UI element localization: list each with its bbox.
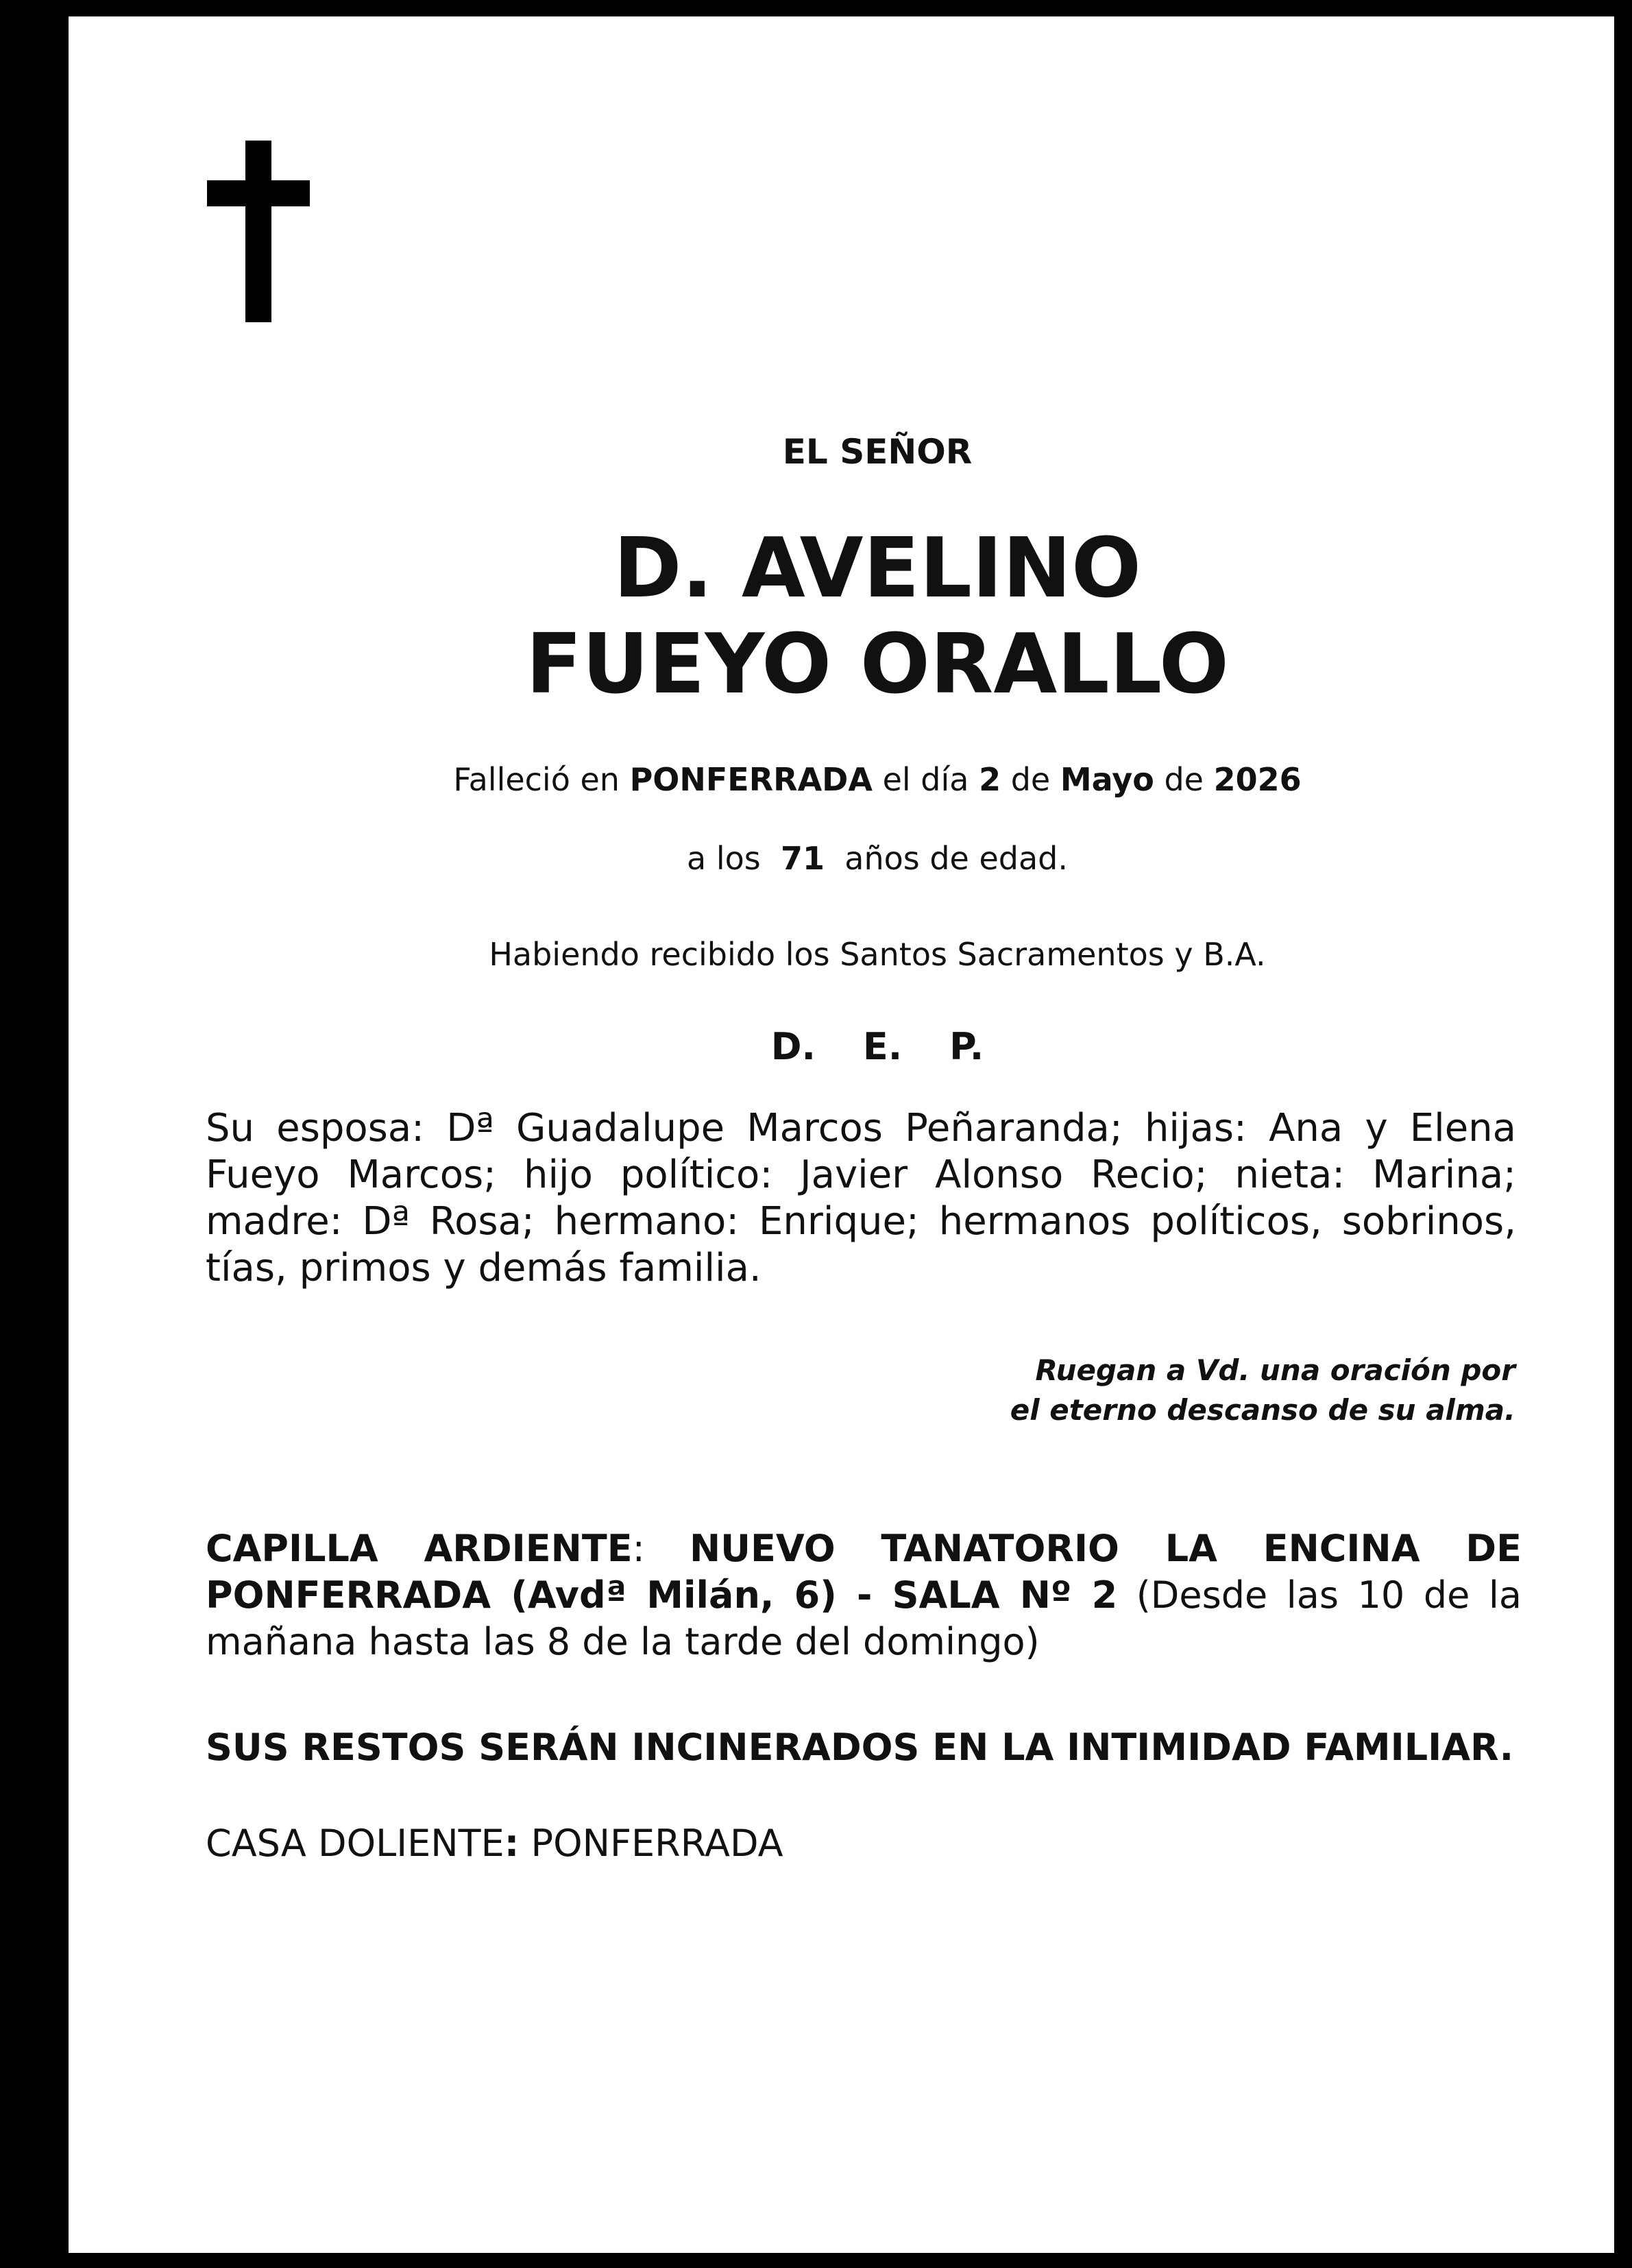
deceased-name-line1: D. AVELINO — [613, 521, 1142, 616]
prayer-line-1: Ruegan a Vd. una oración por — [1035, 1353, 1515, 1387]
chapel-label: CAPILLA ARDIENTE — [206, 1527, 633, 1570]
death-month: Mayo — [1060, 761, 1154, 798]
lead-title: EL SEÑOR — [782, 432, 973, 472]
prayer-request — [899, 1351, 1515, 1430]
age-value: 71 — [780, 840, 825, 877]
house-separator: : — [504, 1822, 520, 1865]
death-day-prefix: el día — [882, 761, 969, 798]
deceased-name-line2: FUEYO ORALLO — [526, 617, 1229, 712]
cross-icon — [207, 141, 310, 322]
chapel-separator: : — [632, 1527, 645, 1570]
prayer-line-2: el eterno descanso de su alma. — [1010, 1393, 1515, 1427]
death-info — [199, 761, 1556, 798]
family-paragraph: Su esposa: Dª Guadalupe Marcos Peñaranda; hijas: Ana y Elena Fueyo Marcos; hijo político: Javier Alonso Recio; nieta: Marina; madre: Dª Rosa; hermano: Enrique; hermanos políticos, sobrinos, tías, primos y demás familia. — [206, 1106, 1516, 1290]
house-info — [206, 1820, 1522, 1867]
age-prefix: a los — [687, 840, 761, 877]
death-month-prefix: de — [1010, 761, 1051, 798]
death-year: 2026 — [1213, 761, 1302, 798]
chapel-info — [206, 1525, 1522, 1665]
cross-horizontal-bar — [207, 180, 310, 206]
death-year-prefix: de — [1164, 761, 1204, 798]
death-place: PONFERRADA — [629, 761, 873, 798]
death-day: 2 — [979, 761, 1001, 798]
cross-vertical-bar — [245, 141, 271, 322]
age-info — [199, 840, 1556, 877]
chapel-hours: (Desde las 10 de la mañana hasta las 8 de la tarde del domingo) — [206, 1573, 1522, 1663]
house-label: CASA DOLIENTE — [206, 1822, 504, 1865]
chapel-place: NUEVO TANATORIO LA ENCINA DE PONFERRADA (Avdª Milán, 6) - SALA Nº 2 — [206, 1527, 1522, 1617]
sacraments-text: Habiendo recibido los Santos Sacramentos y B.A. — [489, 936, 1266, 973]
dep-text: D. E. P. — [770, 1025, 984, 1068]
age-suffix: años de edad. — [844, 840, 1068, 877]
cremation-notice: SUS RESTOS SERÁN INCINERADOS EN LA INTIMIDAD FAMILIAR. — [206, 1726, 1514, 1769]
house-value: PONFERRADA — [531, 1822, 783, 1865]
death-prefix: Falleció en — [453, 761, 620, 798]
